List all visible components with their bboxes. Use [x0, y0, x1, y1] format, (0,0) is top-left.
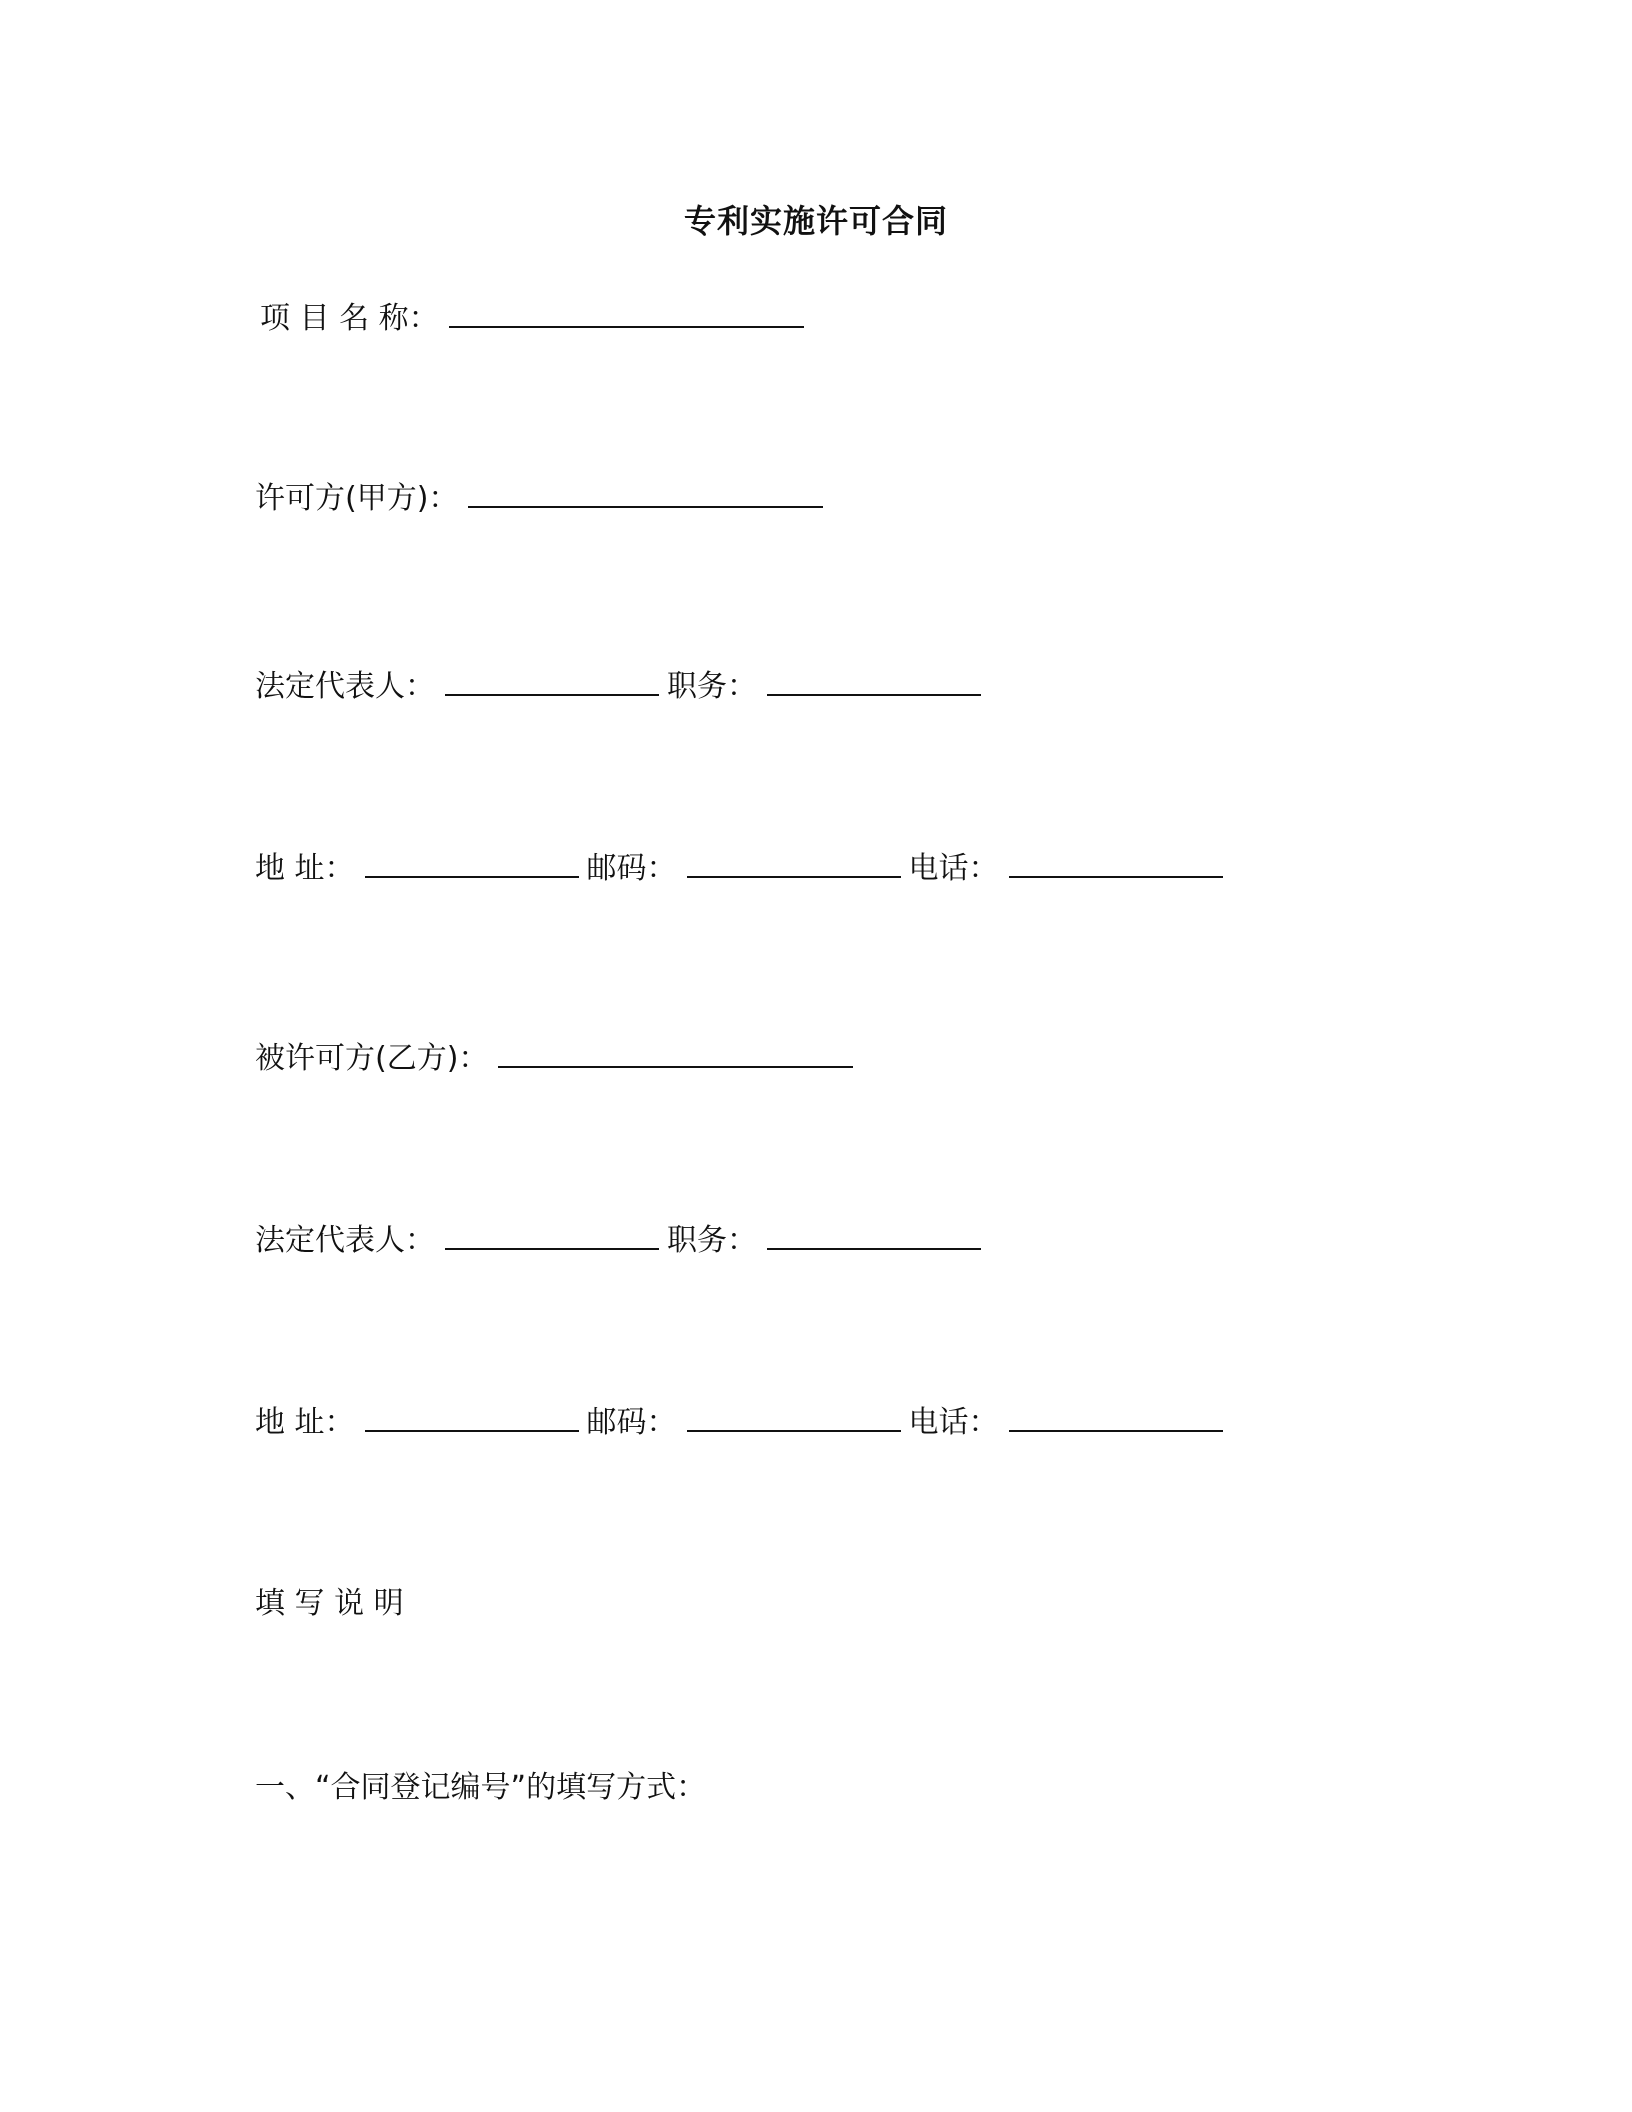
licensee-postcode-blank[interactable] — [687, 1400, 901, 1432]
licensor-rep-row — [255, 664, 989, 707]
project-name-blank[interactable] — [449, 296, 804, 328]
licensee-row — [255, 1036, 861, 1079]
licensee-rep-row — [255, 1218, 989, 1261]
licensee-postcode-label: 邮码： — [586, 1405, 677, 1440]
licensor-label: 许可方(甲方)： — [255, 481, 459, 516]
licensee-rep-label: 法定代表人： — [255, 1223, 435, 1258]
licensee-address-row — [255, 1400, 1231, 1443]
licensee-address-label: 地 址： — [255, 1405, 355, 1440]
licensor-postcode-blank[interactable] — [687, 846, 901, 878]
licensor-address-blank[interactable] — [365, 846, 579, 878]
licensor-row — [255, 476, 831, 519]
licensor-position-label: 职务： — [667, 669, 757, 704]
licensor-postcode-label: 邮码： — [586, 851, 677, 886]
project-name-row — [260, 296, 812, 339]
licensor-rep-label: 法定代表人： — [255, 669, 435, 704]
licensee-rep-blank[interactable] — [445, 1218, 659, 1250]
licensor-rep-blank[interactable] — [445, 664, 659, 696]
licensor-blank[interactable] — [468, 476, 823, 508]
licensee-blank[interactable] — [498, 1036, 853, 1068]
document-title: 专利实施许可合同 — [683, 202, 948, 240]
licensee-label: 被许可方(乙方)： — [255, 1041, 489, 1076]
licensee-position-blank[interactable] — [767, 1218, 981, 1250]
licensor-phone-label: 电话： — [908, 851, 999, 886]
licensor-phone-blank[interactable] — [1009, 846, 1223, 878]
licensee-phone-blank[interactable] — [1009, 1400, 1223, 1432]
licensee-phone-label: 电话： — [908, 1405, 999, 1440]
licensor-address-label: 地 址： — [255, 851, 355, 886]
project-name-label: 项 目 名 称： — [260, 301, 439, 336]
licensee-address-blank[interactable] — [365, 1400, 579, 1432]
licensor-address-row — [255, 846, 1231, 889]
licensee-position-label: 职务： — [667, 1223, 757, 1258]
instructions-heading: 填 写 说 明 — [255, 1586, 404, 1621]
section-one-heading: 一、“合同登记编号”的填写方式： — [255, 1770, 707, 1805]
licensor-position-blank[interactable] — [767, 664, 981, 696]
